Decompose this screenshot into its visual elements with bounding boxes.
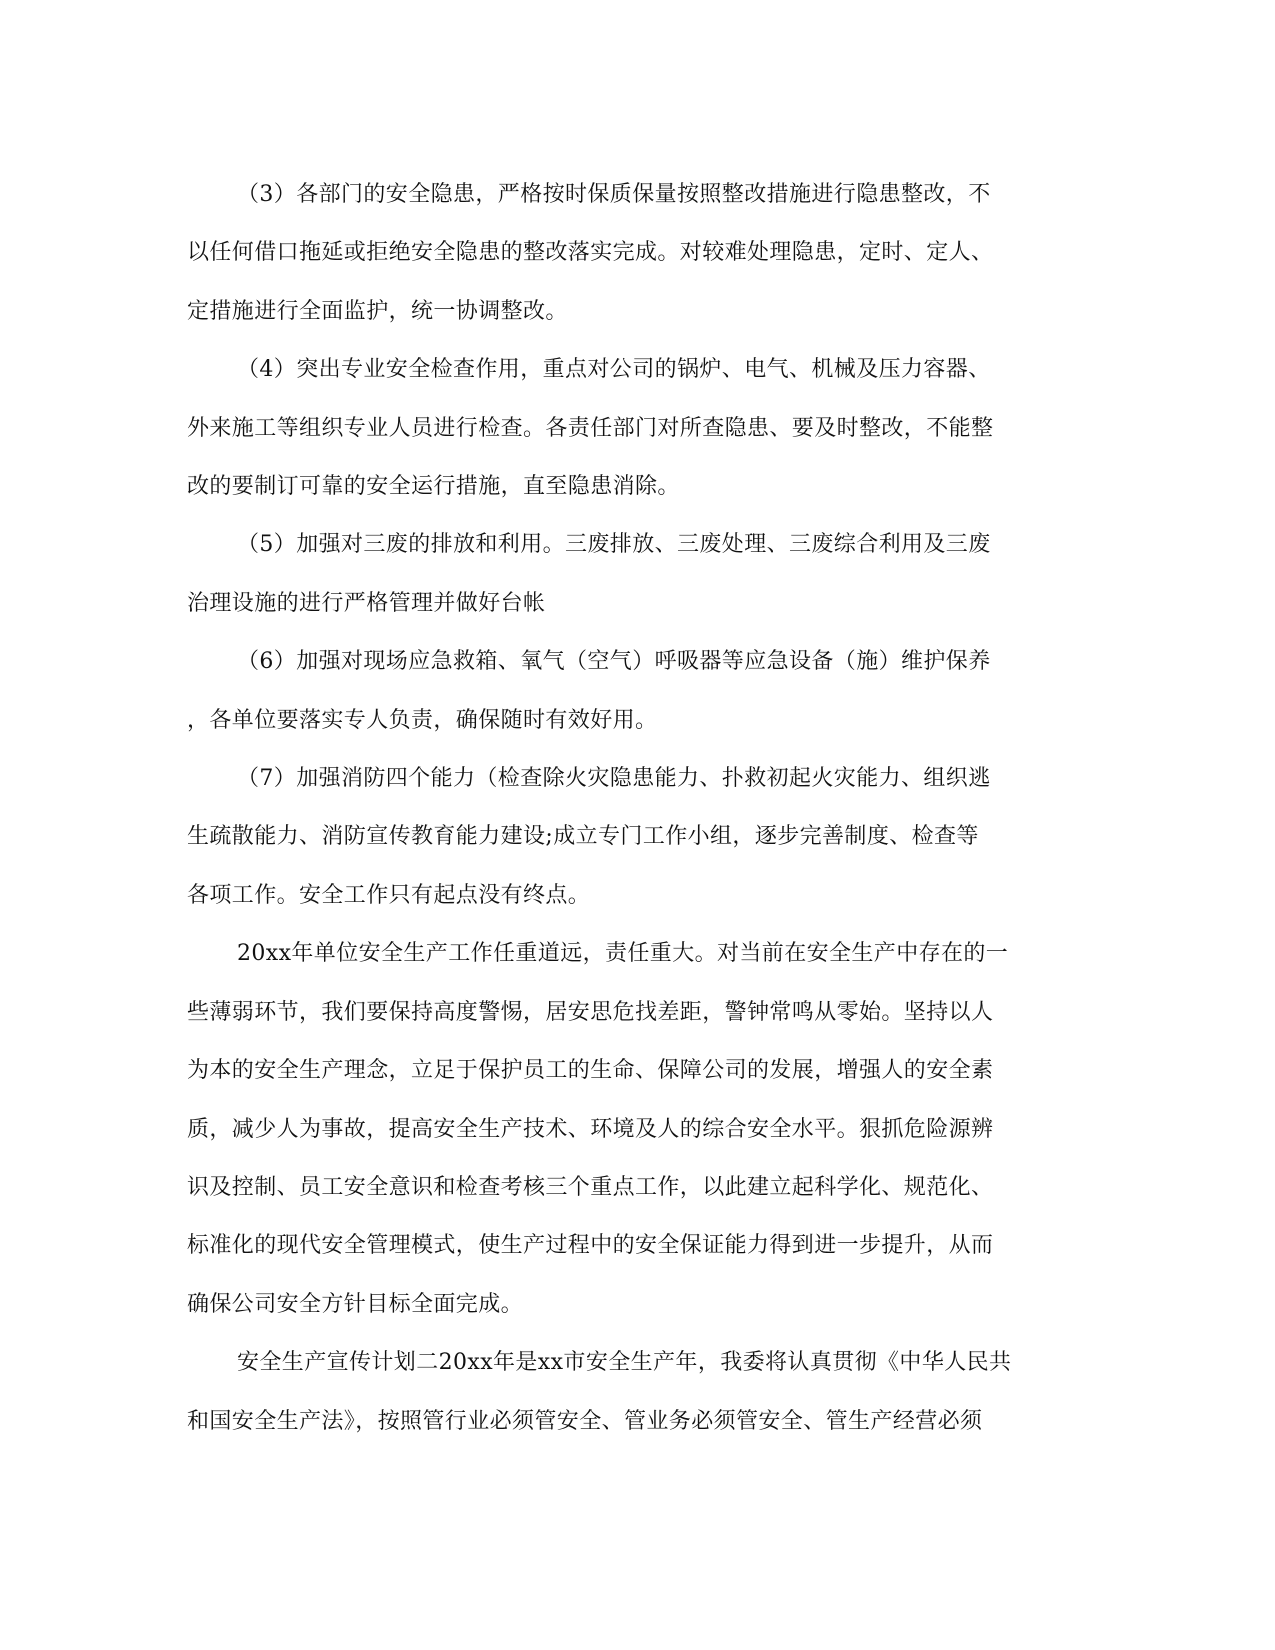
text-line: 外来施工等组织专业人员进行检查。各责任部门对所查隐患、要及时整改，不能整 [187,415,994,441]
text-line: 20xx年单位安全生产工作任重道远，责任重大。对当前在安全生产中存在的一 [237,941,1009,967]
paragraph-item-4 [187,341,1087,516]
paragraph-item-6 [187,633,1087,750]
document-body [187,166,1087,1451]
text-line: 和国安全生产法》，按照管行业必须管安全、管业务必须管安全、管生产经营必须 [187,1408,983,1434]
text-line: （4）突出专业安全检查作用，重点对公司的锅炉、电气、机械及压力容器、 [237,357,991,383]
paragraph-item-3 [187,166,1087,341]
text-line: 质，减少人为事故，提高安全生产技术、环境及人的综合安全水平。狠抓危险源辨 [187,1116,994,1142]
text-line: 改的要制订可靠的安全运行措施，直至隐患消除。 [187,474,680,500]
text-line: 确保公司安全方针目标全面完成。 [187,1291,524,1317]
text-line: ，各单位要落实专人负责，确保随时有效好用。 [187,707,658,733]
text-line: 标准化的现代安全管理模式，使生产过程中的安全保证能力得到进一步提升，从而 [187,1233,994,1259]
text-line: 定措施进行全面监护，统一协调整改。 [187,298,568,324]
text-line: 安全生产宣传计划二20xx年是xx市安全生产年，我委将认真贯彻《中华人民共 [237,1350,1012,1376]
text-line: 各项工作。安全工作只有起点没有终点。 [187,882,591,908]
paragraph-publicity-plan [187,1334,1087,1451]
text-line: 为本的安全生产理念，立足于保护员工的生命、保障公司的发展，增强人的安全素 [187,1058,994,1084]
text-line: 些薄弱环节，我们要保持高度警惕，居安思危找差距，警钟常鸣从零始。坚持以人 [187,999,994,1025]
text-line: （7）加强消防四个能力（检查除火灾隐患能力、扑救初起火灾能力、组织逃 [237,766,991,792]
text-line: （5）加强对三废的排放和利用。三废排放、三废处理、三废综合利用及三废 [237,532,991,558]
text-line: 识及控制、员工安全意识和检查考核三个重点工作，以此建立起科学化、规范化、 [187,1174,994,1200]
paragraph-item-5 [187,516,1087,633]
text-line: （3）各部门的安全隐患，严格按时保质保量按照整改措施进行隐患整改，不 [237,182,991,207]
text-line: 生疏散能力、消防宣传教育能力建设;成立专门工作小组，逐步完善制度、检查等 [187,824,979,850]
paragraph-item-7 [187,750,1087,925]
text-line: （6）加强对现场应急救箱、氧气（空气）呼吸器等应急设备（施）维护保养 [237,649,991,675]
text-line: 以任何借口拖延或拒绝安全隐患的整改落实完成。对较难处理隐患，定时、定人、 [187,240,994,266]
text-line: 治理设施的进行严格管理并做好台帐 [187,590,546,616]
paragraph-summary [187,925,1087,1334]
